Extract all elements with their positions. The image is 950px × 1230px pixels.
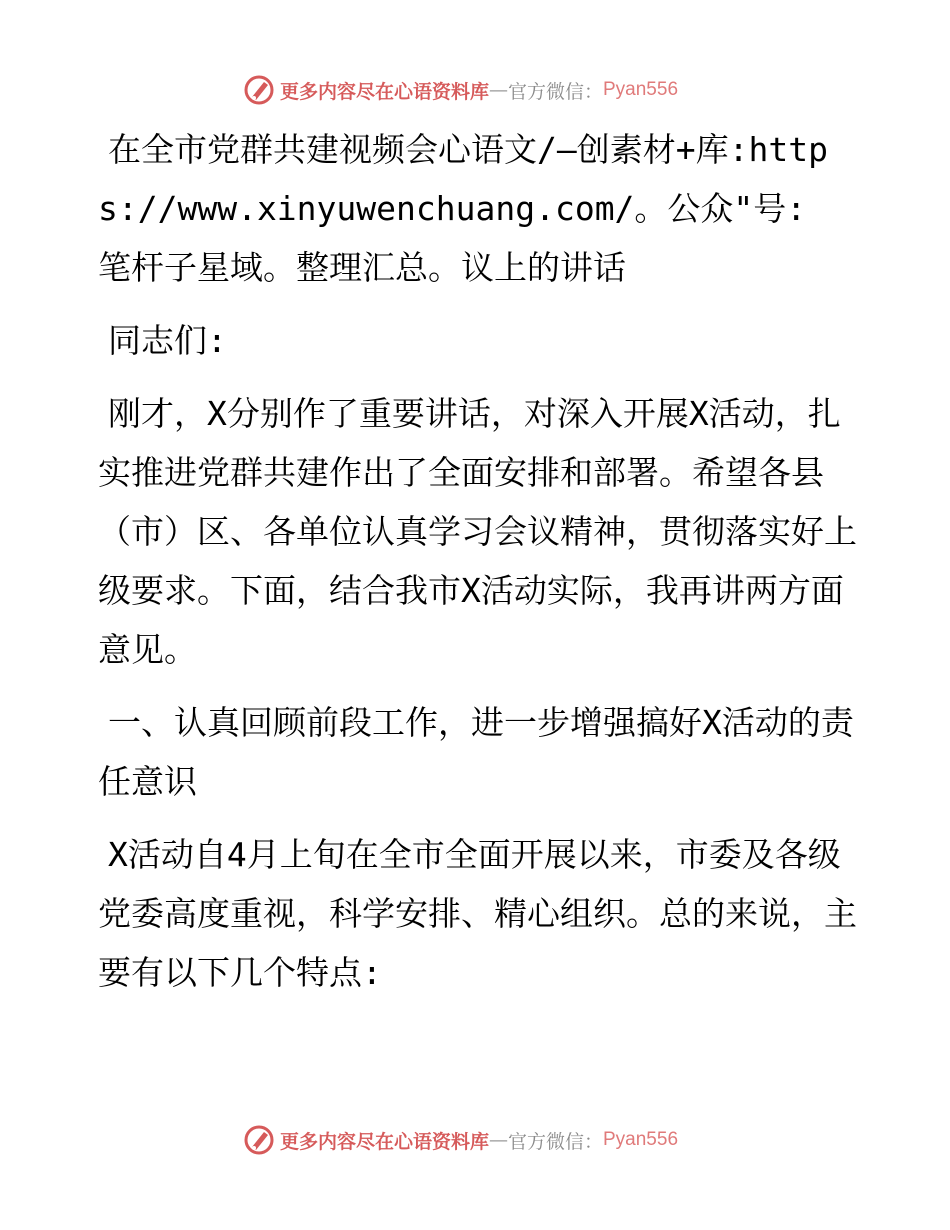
- paragraph-intro: 刚才，X分别作了重要讲话，对深入开展X活动，扎实推进党群共建作出了全面安排和部署。希望各县（市）区、各单位认真学习会议精神，贯彻落实好上级要求。下面，结合我市X活动实际，我再讲两方面意见。: [98, 394, 857, 669]
- section-heading-1: 一、认真回顾前段工作，进一步增强搞好X活动的责任意识: [98, 703, 854, 801]
- pen-logo-icon: [242, 1123, 276, 1157]
- footer-watermark-banner: [0, 1120, 950, 1160]
- banner-dash: —: [488, 1129, 508, 1151]
- document-body: [98, 120, 858, 1016]
- banner-wechat-id: Pyan556: [603, 1129, 679, 1150]
- banner-text: 更多内容尽在心语资料库: [279, 80, 489, 103]
- paragraph-salutation: 同志们:: [108, 321, 227, 360]
- paragraph-body: X活动自4月上旬在全市全面开展以来，市委及各级党委高度重视，科学安排、精心组织。总的来说，主要有以下几个特点:: [98, 835, 857, 992]
- banner-dash: —: [488, 79, 508, 101]
- banner-wechat-label: 官方微信：: [507, 1130, 603, 1153]
- pen-logo-icon: [242, 73, 276, 107]
- banner-wechat-label: 官方微信：: [507, 80, 603, 103]
- header-watermark-banner: [0, 70, 950, 110]
- paragraph-title: 在全市党群共建视频会心语文/—创素材+库:https://www.xinyuwenchuang.com/。公众"号: 笔杆子星域。整理汇总。议上的讲话: [98, 130, 828, 287]
- banner-text: 更多内容尽在心语资料库: [279, 1130, 489, 1153]
- banner-wechat-id: Pyan556: [603, 79, 679, 100]
